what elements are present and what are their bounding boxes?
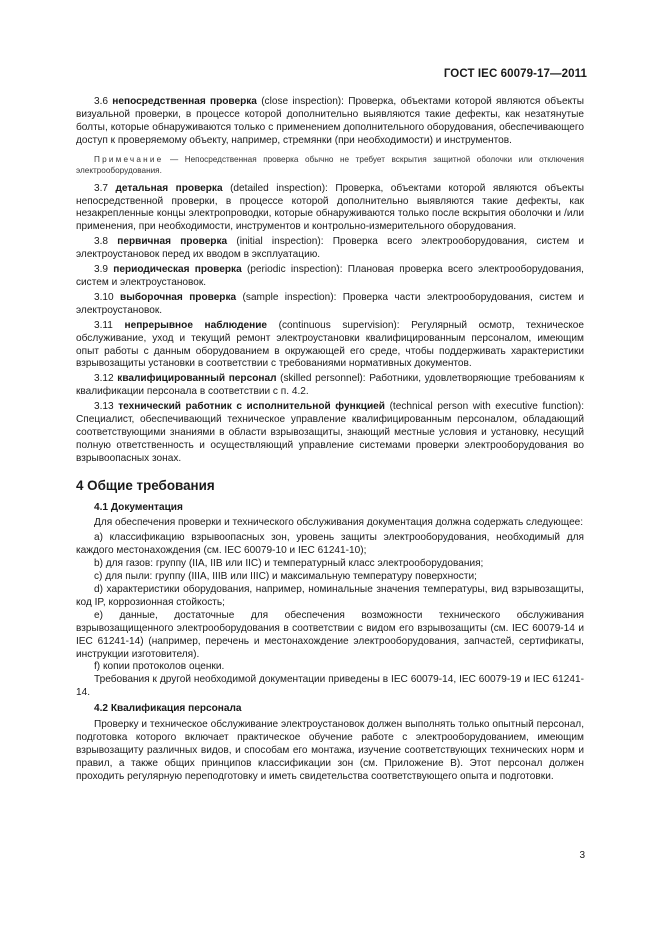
definition-3-7 <box>76 183 584 235</box>
list-item: c) для пыли: группу (IIIA, IIIB или IIIC) и максимальную температуру поверхности; <box>94 571 477 583</box>
definition-text: (sample inspection): Проверка части электрооборудования, систем и электроустановок. <box>76 291 585 316</box>
note-label: Примечание <box>94 154 164 164</box>
section-4-heading: 4 Общие требования <box>76 477 215 493</box>
definition-3-13 <box>76 401 584 466</box>
clause-number: 3.9 <box>94 264 109 276</box>
definition-3-10 <box>76 292 584 318</box>
list-item: а) классификацию взрывоопасных зон, уровень защиты электрооборудования, необходимый для каждого местонахождения (см. IEC 60079-10 и IEC 61241-10); <box>76 532 584 557</box>
list-item: b) для газов: группу (IIA, IIB или IIC) и температурный класс электрооборудования; <box>94 558 484 570</box>
defined-term: технический работник с исполнительной функцией <box>118 401 385 413</box>
definition-text: (initial inspection): Проверка всего электрооборудования, систем и электроустановок перед их вводом в эксплуатацию. <box>76 236 584 261</box>
section-4-2-text: Проверку и техническое обслуживание электроустановок должен выполнять только опытный персонал, подготовка которого включает практическое обучение работе с электрооборудованием, имеющим взрывозащиту различных видов, и способам его монтажа, изучение соответствующих технических норм и правил, а также общих принципов классификации зон (см. Приложение В). Этот персонал должен проходить регулярную переподготовку и иметь свидетельства соответствующего опыта и подготовки. <box>76 719 584 782</box>
clause-number: 3.6 <box>94 96 109 107</box>
definition-3-9 <box>76 264 584 290</box>
section-4-1-heading: 4.1 Документация <box>94 501 183 513</box>
clause-number: 3.10 <box>94 291 114 303</box>
defined-term: первичная проверка <box>117 236 228 248</box>
definition-text: (skilled personnel): Работники, удовлетворяющие требованиям к квалификации персонала в соответствии с п. 4.2. <box>76 373 584 398</box>
documentation-list <box>76 532 584 674</box>
clause-number: 3.13 <box>94 401 114 413</box>
document-header: ГОСТ IEC 60079-17—2011 <box>443 68 587 80</box>
section-4-1-outro: Требования к другой необходимой документации приведены в IEC 60079-14, IEC 60079-19 и IEC 61241-14. <box>76 674 584 699</box>
defined-term: детальная проверка <box>115 182 223 194</box>
document-body <box>76 96 584 786</box>
list-item: d) характеристики оборудования, например, номинальные значения температуры, вид взрывозащиты, код IP, коррозионная стойкость; <box>76 584 584 608</box>
definition-text: (periodic inspection): Плановая проверка всего электрооборудования, систем и электроустановок. <box>76 264 584 288</box>
note-3-6 <box>76 154 584 176</box>
list-item: e) данные, достаточные для обеспечения возможности технического обслуживания взрывозащищенного электрооборудования в соответствии с видом его взрывозащиты (см. IEC 60079-14 и IEC 61241-14) (например, перечень и местонахождение электрооборудования, запчастей, сертификаты, инструкции изготовителя). <box>76 609 584 660</box>
clause-number: 3.7 <box>94 182 109 194</box>
defined-term: непрерывное наблюдение <box>124 319 268 331</box>
definition-3-6 <box>76 96 584 148</box>
definition-3-12 <box>76 373 584 399</box>
list-item: f) копии протоколов оценки. <box>94 661 225 673</box>
definition-3-8 <box>76 236 584 262</box>
definition-text: (technical person with executive function): Специалист, обеспечивающий техническое управление квалифицированным персоналом, обладающий соответствующими знаниями в области взрывозащиты, знающий местные условия и установку, несущий полную ответственность и осуществляющий управление системами проверки электрооборудования во взрывоопасных зонах. <box>76 401 585 464</box>
clause-number: 3.8 <box>94 236 109 248</box>
page-number: 3 <box>579 850 585 861</box>
definition-text: (continuous supervision): Регулярный осмотр, техническое обслуживание, уход и текущий ремонт электроустановки квалифицированным персоналом, имеющим опыт работы с данным оборудованием в окружающей его среде, чтобы поддерживать характеристики взрывозащиты установки в соответствии с требованиями нормативных документов. <box>76 319 585 370</box>
section-4-2-heading: 4.2 Квалификация персонала <box>94 703 242 715</box>
defined-term: периодическая проверка <box>113 264 242 276</box>
definition-3-11 <box>76 320 584 372</box>
definition-text: (close inspection): Проверка, объектами которой являются объекты визуальной проверки, в процессе которой дополнительно выявляются такие дефекты, как незатянутые болты, которые обнаруживаются только с применением дополнительного оборудования, обеспечивающего доступ к проверяемому объекту, например, стремянки (при необходимости) и инструментов. <box>76 96 585 146</box>
clause-number: 3.12 <box>94 373 114 385</box>
definition-text: (detailed inspection): Проверка, объектами которой являются объекты непосредственной проверки, в процессе которой дополнительно выявляются такие дефекты, как незакрепленные концы электропроводки, которые обнаруживаются только после вскрытия оболочки и /или применения, при необходимости, инструментов и контрольно-измерительного оборудования. <box>76 182 585 233</box>
defined-term: непосредственная проверка <box>112 96 257 107</box>
defined-term: квалифицированный персонал <box>117 373 277 385</box>
clause-number: 3.11 <box>94 319 113 331</box>
defined-term: выборочная проверка <box>120 291 237 303</box>
section-4-1-intro: Для обеспечения проверки и технического обслуживания документация должна содержать следующее: <box>94 517 584 529</box>
note-text: — Непосредственная проверка обычно не требует вскрытия защитной оболочки или отключения электрооборудования. <box>76 154 584 175</box>
